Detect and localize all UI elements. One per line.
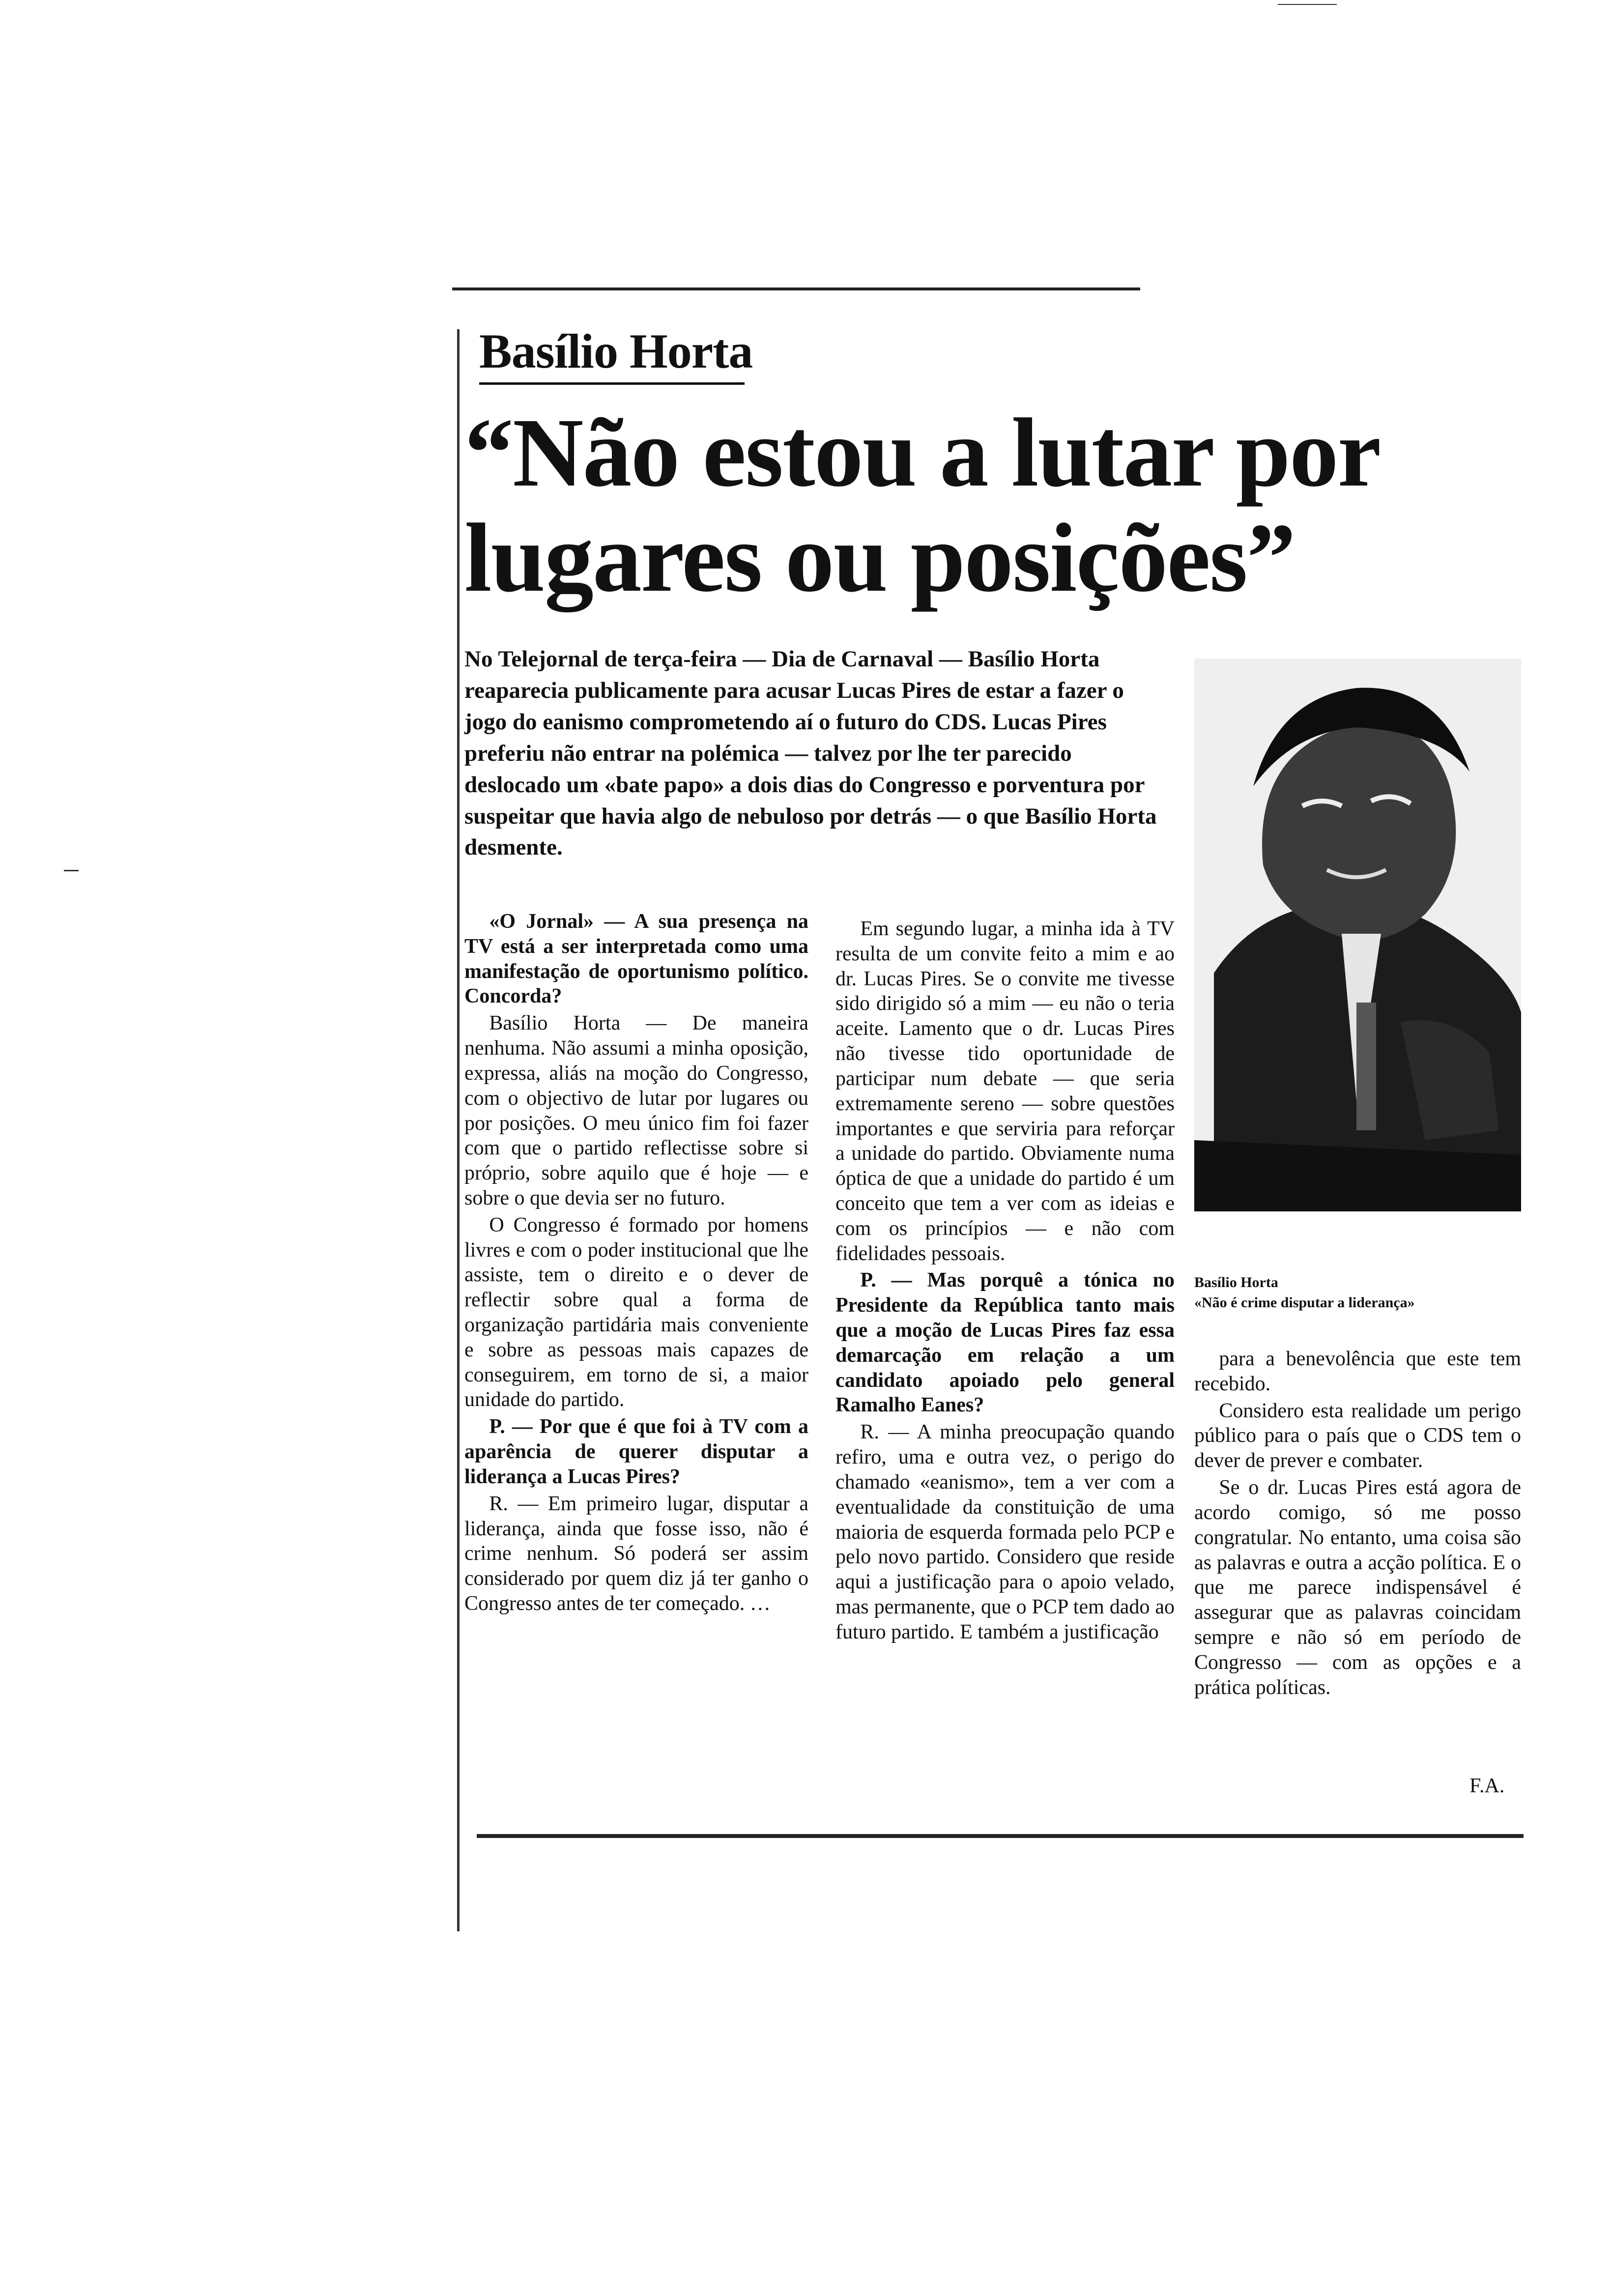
scan-margin-mark bbox=[1278, 4, 1337, 5]
paragraph: P. — Por que é que foi à TV com a aparência de querer disputar a liderança a Lucas Pires? bbox=[464, 1415, 808, 1488]
kicker-underline bbox=[479, 382, 745, 385]
article-column-3 bbox=[1194, 1347, 1521, 1700]
left-margin-line bbox=[457, 329, 460, 1931]
paragraph: Se o dr. Lucas Pires está agora de acordo comigo, só me posso congratular. No entanto, uma coisa são as palavras e outra a acção política. E o que me parece indispensável é assegurar que as palavras coincidam sempre e não só em período de Congresso — com as opções e a prática políticas. bbox=[1194, 1476, 1521, 1699]
article-headline: “Não estou a lutar por lugares ou posições” bbox=[464, 399, 1379, 612]
paragraph: Considero esta realidade um perigo público para o país que o CDS tem o dever de prever e combater. bbox=[1194, 1399, 1521, 1472]
author-signature: F.A. bbox=[1469, 1775, 1505, 1797]
bottom-rule bbox=[477, 1834, 1524, 1838]
caption-name: Basílio Horta bbox=[1194, 1274, 1278, 1291]
portrait-image bbox=[1194, 659, 1521, 1211]
paragraph: para a benevolência que este tem recebido. bbox=[1194, 1348, 1521, 1395]
article-column-2 bbox=[835, 917, 1175, 1645]
caption-quote: «Não é crime disputar a liderança» bbox=[1194, 1294, 1415, 1311]
paragraph: Em segundo lugar, a minha ida à TV resulta de um convite feito a mim e ao dr. Lucas Pires. Se o convite me tivesse sido dirigido só a mim — eu não o teria aceite. Lamento que o dr. Lucas Pires não tivesse tido oportunidade de participar num debate — que seria extremamente sereno — sobre questões importantes e que serviria para reforçar a unidade do partido. Obviamente numa óptica de que a unidade do partido é um conceito que tem a ver com as ideias e com os princípios — e não com fidelidades pessoais. bbox=[835, 918, 1175, 1265]
article-lead: No Telejornal de terça-feira — Dia de Carnaval — Basílio Horta reaparecia publicamente para acusar Lucas Pires de estar a fazer o jogo do eanismo comprometendo aí o futuro do CDS. Lucas Pires preferiu não entrar na polémica — talvez por lhe ter parecido deslocado um «bate papo» a dois dias do Congresso e porventura por suspeitar que havia algo de nebuloso por detrás — o que Basílio Horta desmente. bbox=[464, 646, 1157, 861]
paragraph: R. — A minha preocupação quando refiro, uma e outra vez, o perigo do chamado «eanismo», tem a ver com a eventualidade da constituição de uma maioria de esquerda formada pelo PCP e pelo novo partido. Considero que reside aqui a justificação para o apoio velado, mas permanente, que o PCP tem dado ao futuro partido. E também a justificação bbox=[835, 1421, 1175, 1643]
paragraph: R. — Em primeiro lugar, disputar a liderança, ainda que fosse isso, não é crime nenhum. Só poderá ser assim considerado por quem diz já ter ganho o Congresso antes de ter começado. … bbox=[464, 1492, 808, 1615]
top-rule bbox=[452, 287, 1140, 290]
paragraph: O Congresso é formado por homens livres e com o poder institucional que lhe assiste, tem o direito e o dever de reflectir sobre qual a forma de organização partidária mais conveniente e sobre as pessoas mais capazes de conseguirem, em torno de si, a maior unidade do partido. bbox=[464, 1213, 808, 1411]
paragraph: «O Jornal» — A sua presença na TV está a ser interpretada como uma manifestação de oportunismo político. Concorda? bbox=[464, 910, 808, 1008]
article-kicker: Basílio Horta bbox=[479, 324, 753, 378]
paragraph: P. — Mas porquê a tónica no Presidente da República tanto mais que a moção de Lucas Pires faz essa demarcação em relação a um candidato apoiado pelo general Ramalho Eanes? bbox=[835, 1269, 1175, 1417]
photo-caption bbox=[1194, 1273, 1528, 1313]
scan-margin-mark bbox=[64, 870, 79, 871]
portrait-photo bbox=[1194, 659, 1521, 1211]
article-column-1 bbox=[464, 909, 808, 1616]
paragraph: Basílio Horta — De maneira nenhuma. Não assumi a minha oposição, expressa, aliás na moção do Congresso, com o objectivo de lutar por lugares ou por posições. O meu único fim foi fazer com que o partido reflectisse sobre si próprio, sobre aquilo que é hoje — e sobre o que devia ser no futuro. bbox=[464, 1012, 808, 1209]
